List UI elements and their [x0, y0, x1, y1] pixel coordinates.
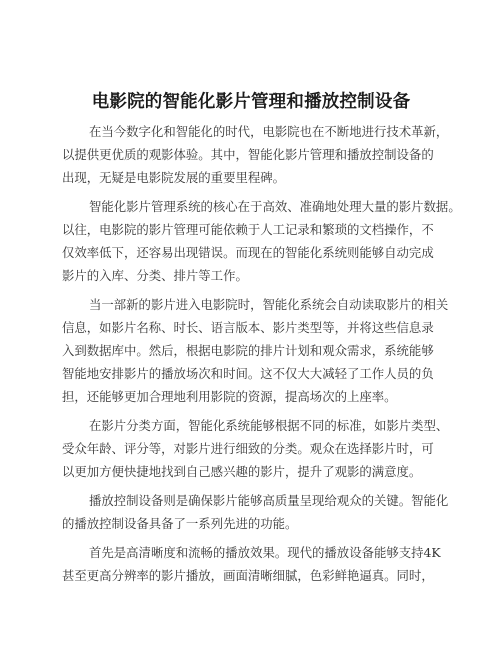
paragraph-line: 影片的入库、分类、排片等工作。 [62, 268, 248, 283]
paragraph-line: 智能化影片管理系统的核心在于高效、准确地处理大量的影片数据。 [89, 199, 461, 214]
paragraph-line: 担，还能够更加合理地利用影院的资源，提高场次的上座率。 [62, 389, 397, 404]
paragraph-line: 以更加方便快捷地找到自己感兴趣的影片，提升了观影的满意度。 [62, 464, 422, 479]
paragraph-line: 以往，电影院的影片管理可能依赖于人工记录和繁琐的文档操作，不 [62, 222, 434, 237]
paragraph-line: 当一部新的影片进入电影院时，智能化系统会自动读取影片的相关 [89, 297, 449, 312]
paragraph-line: 以提供更优质的观影体验。其中，智能化影片管理和播放控制设备的 [62, 147, 434, 162]
document-title: 电影院的智能化影片管理和播放控制设备 [91, 92, 411, 112]
paragraph-line: 的播放控制设备具备了一系列先进的功能。 [62, 516, 298, 531]
paragraph-line: 播放控制设备则是确保影片能够高质量呈现给观众的关键。智能化 [89, 493, 449, 508]
paragraph-line: 甚至更高分辨率的影片播放，画面清晰细腻，色彩鲜艳逼真。同时， [62, 568, 434, 583]
paragraph-line: 在当今数字化和智能化的时代，电影院也在不断地进行技术革新， [89, 124, 449, 139]
paragraph-line: 首先是高清晰度和流畅的播放效果。现代的播放设备能够支持4K [89, 545, 441, 560]
paragraph-line: 智能地安排影片的播放场次和时间。这不仅大大减轻了工作人员的负 [62, 366, 434, 381]
paragraph-line: 入到数据库中。然后，根据电影院的排片计划和观众需求，系统能够 [62, 343, 434, 358]
paragraph-line: 信息，如影片名称、时长、语言版本、影片类型等，并将这些信息录 [62, 320, 434, 335]
paragraph-line: 受众年龄、评分等，对影片进行细致的分类。观众在选择影片时，可 [62, 441, 434, 456]
paragraph-line: 出现，无疑是电影院发展的重要里程碑。 [62, 170, 286, 185]
paragraph-line: 在影片分类方面，智能化系统能够根据不同的标准，如影片类型、 [89, 418, 449, 433]
paragraph-line: 仅效率低下，还容易出现错误。而现在的智能化系统则能够自动完成 [62, 245, 434, 260]
